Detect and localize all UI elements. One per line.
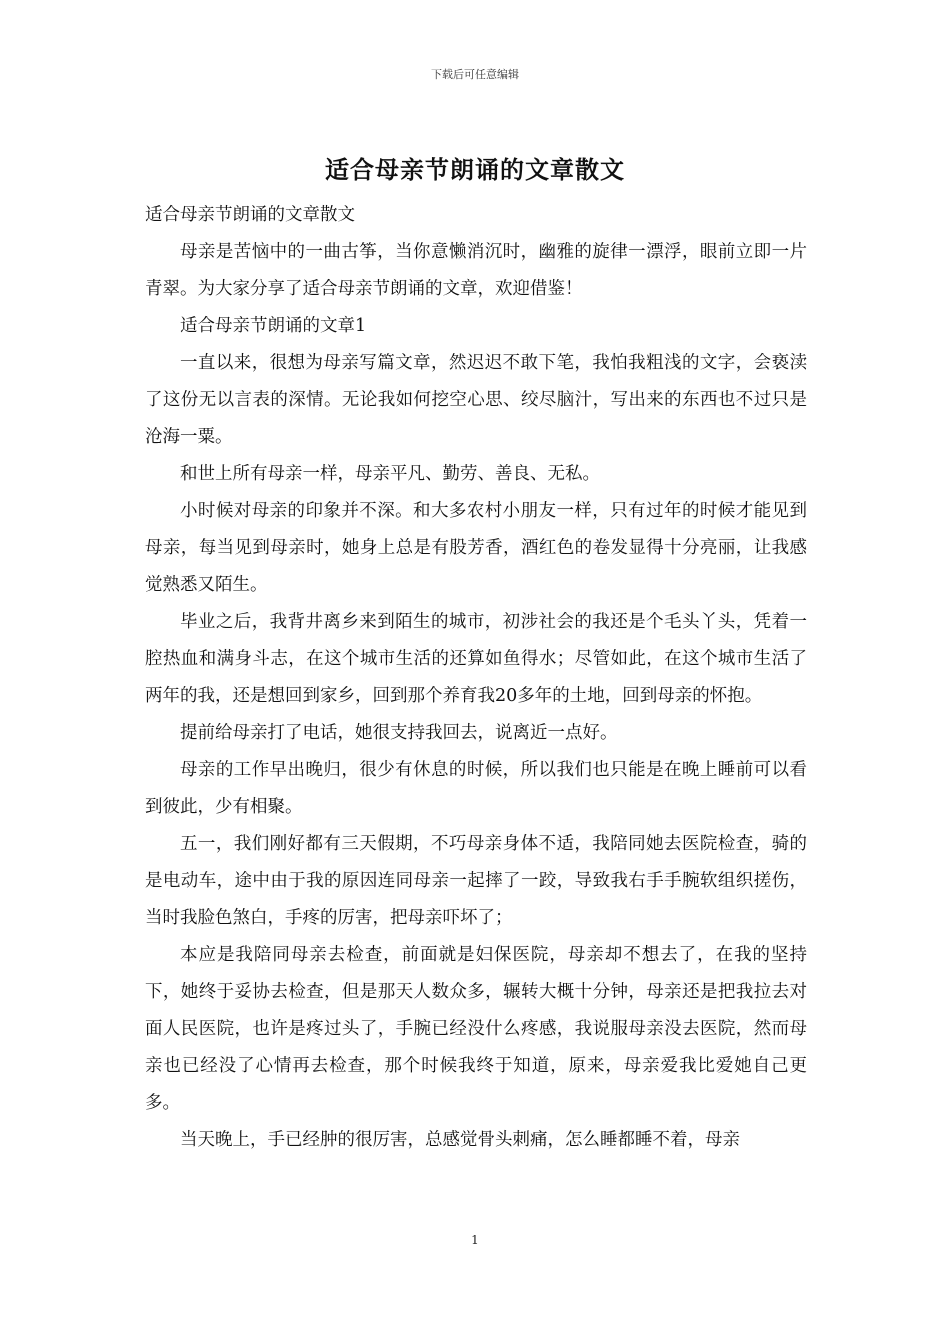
body-paragraph: 五一，我们刚好都有三天假期，不巧母亲身体不适，我陪同她去医院检查，骑的是电动车，途中由于我的原因连同母亲一起摔了一跤，导致我右手手腕软组织搓伤，当时我脸色煞白，手疼的厉害，把母亲吓坏了； — [145, 834, 807, 928]
section-heading: 适合母亲节朗诵的文章1 — [180, 316, 367, 336]
document-body — [145, 197, 807, 1159]
body-paragraph: 母亲的工作早出晚归，很少有休息的时候，所以我们也只能是在晚上睡前可以看到彼此，少有相聚。 — [145, 760, 807, 817]
body-paragraph: 母亲是苦恼中的一曲古筝，当你意懒消沉时，幽雅的旋律一漂浮，眼前立即一片青翠。为大家分享了适合母亲节朗诵的文章，欢迎借鉴！ — [145, 242, 807, 299]
body-paragraph: 小时候对母亲的印象并不深。和大多农村小朋友一样，只有过年的时候才能见到母亲，每当见到母亲时，她身上总是有股芳香，酒红色的卷发显得十分亮丽，让我感觉熟悉又陌生。 — [145, 501, 807, 595]
body-paragraph: 适合母亲节朗诵的文章散文 — [145, 205, 355, 225]
body-paragraph: 和世上所有母亲一样，母亲平凡、勤劳、善良、无私。 — [180, 464, 600, 484]
body-paragraph: 本应是我陪同母亲去检查，前面就是妇保医院，母亲却不想去了，在我的坚持下，她终于妥协去检查，但是那天人数众多，辗转大概十分钟，母亲还是把我拉去对面人民医院，也许是疼过头了，手腕已经没什么疼感，我说服母亲没去医院，然而母亲也已经没了心情再去检查，那个时候我终于知道，原来，母亲爱我比爱她自己更多。 — [145, 945, 807, 1113]
body-paragraph: 一直以来，很想为母亲写篇文章，然迟迟不敢下笔，我怕我粗浅的文字，会亵渎了这份无以言表的深情。无论我如何挖空心思、绞尽脑汁，写出来的东西也不过只是沧海一粟。 — [145, 353, 807, 447]
page-number: 1 — [471, 1233, 479, 1247]
body-paragraph: 提前给母亲打了电话，她很支持我回去，说离近一点好。 — [180, 723, 618, 743]
page-header: 下载后可任意编辑 — [431, 68, 519, 81]
body-paragraph: 当天晚上，手已经肿的很厉害，总感觉骨头刺痛，怎么睡都睡不着，母亲 — [180, 1130, 740, 1150]
document-title: 适合母亲节朗诵的文章散文 — [325, 155, 625, 184]
body-paragraph: 毕业之后，我背井离乡来到陌生的城市，初涉社会的我还是个毛头丫头，凭着一腔热血和满身斗志，在这个城市生活的还算如鱼得水；尽管如此，在这个城市生活了两年的我，还是想回到家乡，回到那个养育我20多年的土地，回到母亲的怀抱。 — [145, 612, 807, 706]
